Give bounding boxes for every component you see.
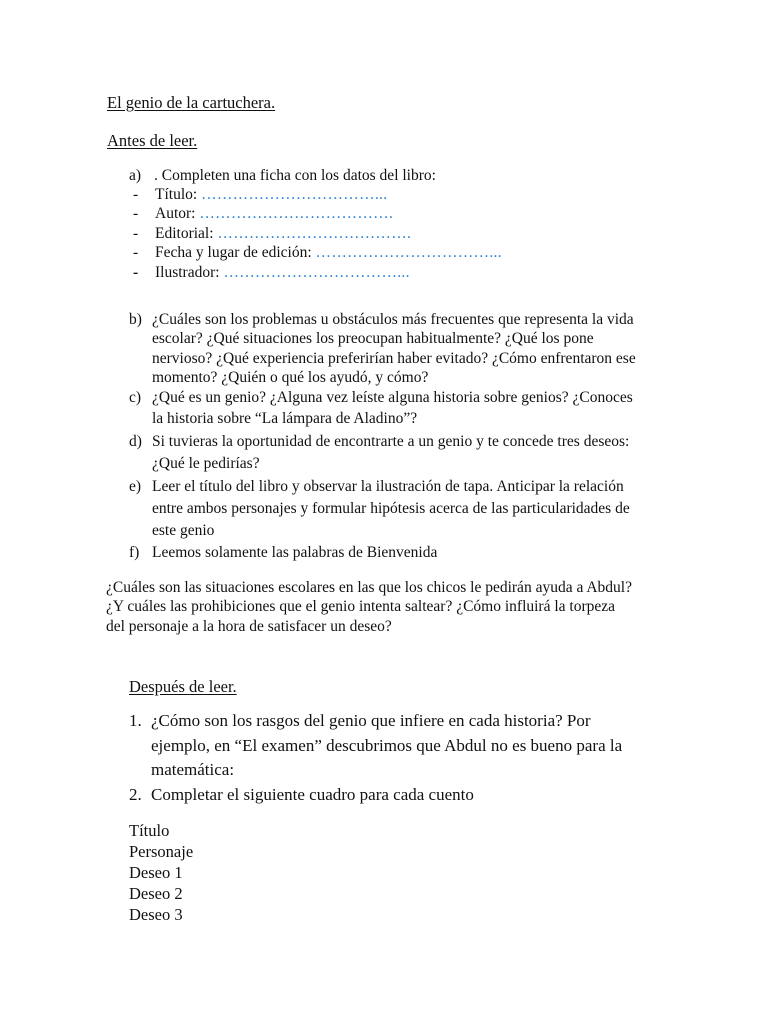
after-item-line: ¿Cómo son los rasgos del genio que infiere en cada historia? Por bbox=[151, 711, 591, 730]
field-illustrator bbox=[155, 264, 410, 282]
chart-row-label: Personaje bbox=[129, 842, 194, 861]
document-title: El genio de la cartuchera. bbox=[107, 93, 276, 112]
field-label: Título: bbox=[155, 186, 202, 203]
field-dots: ……………………………... bbox=[201, 186, 388, 203]
field-title bbox=[155, 186, 387, 204]
chart-row-label: Deseo 3 bbox=[129, 905, 183, 924]
chart-row-label: Deseo 1 bbox=[129, 863, 183, 882]
field-bullet: - bbox=[133, 264, 139, 281]
field-author bbox=[155, 205, 393, 223]
field-bullet: - bbox=[133, 225, 139, 242]
after-item-line: matemática: bbox=[151, 760, 235, 779]
question-line: nervioso? ¿Qué experiencia preferirían haber evitado? ¿Cómo enfrentaron ese bbox=[152, 350, 636, 367]
field-bullet: - bbox=[133, 244, 139, 261]
paragraph-line: ¿Cuáles son las situaciones escolares en las que los chicos le pedirán ayuda a Abdul? bbox=[106, 579, 632, 596]
field-label: Editorial: bbox=[155, 225, 218, 242]
after-item-line: ejemplo, en “El examen” descubrimos que Abdul no es bueno para la bbox=[151, 736, 623, 755]
field-date-place bbox=[155, 244, 502, 262]
question-letter: c) bbox=[129, 389, 142, 406]
paragraph-line: del personaje a la hora de satisfacer un deseo? bbox=[106, 618, 392, 635]
question-letter: f) bbox=[129, 544, 140, 561]
question-line: momento? ¿Quién o qué los ayudó, y cómo? bbox=[152, 369, 429, 386]
question-letter: b) bbox=[129, 311, 142, 328]
question-line: ¿Cuáles son los problemas u obstáculos más frecuentes que representa la vida bbox=[152, 311, 634, 328]
after-item-number: 1. bbox=[129, 711, 142, 730]
field-label: Autor: bbox=[155, 205, 200, 222]
before-reading-heading: Antes de leer. bbox=[107, 131, 198, 150]
question-line: Leer el título del libro y observar la ilustración de tapa. Anticipar la relación bbox=[152, 478, 624, 495]
chart-row-label: Deseo 2 bbox=[129, 884, 183, 903]
question-letter: e) bbox=[129, 478, 142, 495]
question-line: Leemos solamente las palabras de Bienvenida bbox=[152, 544, 438, 561]
question-line: entre ambos personajes y formular hipótesis acerca de las particularidades de bbox=[152, 500, 630, 517]
item-a-intro: . Completen una ficha con los datos del libro: bbox=[154, 167, 436, 184]
paragraph-line: ¿Y cuáles las prohibiciones que el genio intenta saltear? ¿Cómo influirá la torpeza bbox=[106, 598, 616, 615]
field-dots: ……………………………... bbox=[315, 244, 502, 261]
field-dots: ………………………………. bbox=[199, 205, 394, 222]
question-line: este genio bbox=[152, 522, 215, 539]
question-line: ¿Qué es un genio? ¿Alguna vez leíste alguna historia sobre genios? ¿Conoces bbox=[152, 389, 633, 406]
question-line: ¿Qué le pedirías? bbox=[152, 455, 260, 472]
question-line: Si tuvieras la oportunidad de encontrarte a un genio y te concede tres deseos: bbox=[152, 433, 630, 450]
field-publisher bbox=[155, 225, 411, 243]
field-label: Ilustrador: bbox=[155, 264, 224, 281]
after-item-number: 2. bbox=[129, 785, 142, 804]
question-letter: d) bbox=[129, 433, 142, 450]
field-dots: ………………………………. bbox=[217, 225, 412, 242]
after-reading-heading: Después de leer. bbox=[129, 677, 237, 696]
field-bullet: - bbox=[133, 205, 139, 222]
after-item-line: Completar el siguiente cuadro para cada cuento bbox=[151, 785, 474, 804]
question-line: la historia sobre “La lámpara de Aladino”? bbox=[152, 410, 418, 427]
question-line: escolar? ¿Qué situaciones los preocupan habitualmente? ¿Qué los pone bbox=[152, 330, 594, 347]
field-label: Fecha y lugar de edición: bbox=[155, 244, 316, 261]
item-a-letter: a) bbox=[129, 167, 142, 184]
field-dots: ……………………………... bbox=[223, 264, 410, 281]
chart-row-label: Título bbox=[129, 821, 170, 840]
field-bullet: - bbox=[133, 186, 139, 203]
